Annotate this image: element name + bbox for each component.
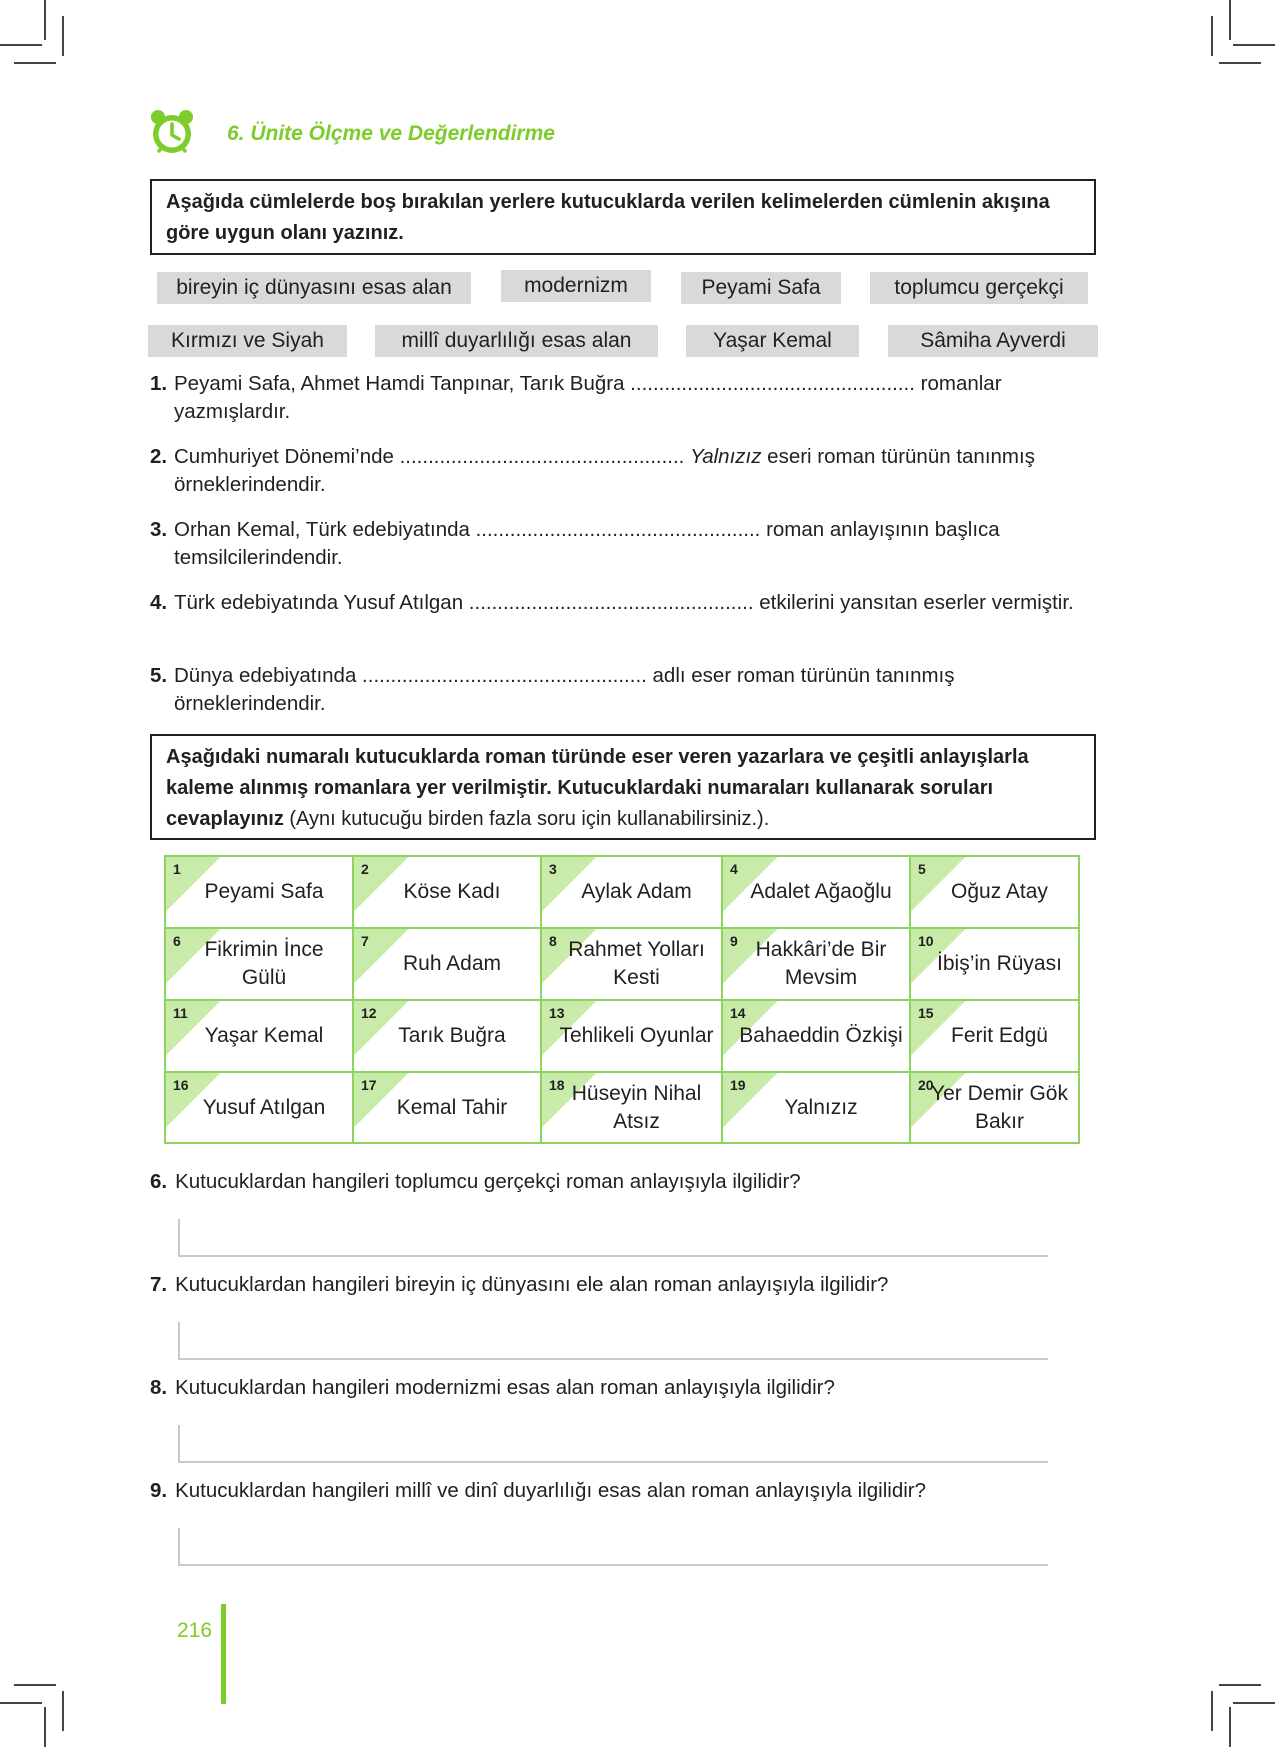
numbered-box <box>166 1073 354 1142</box>
box-text: Kemal Tahir <box>396 1095 508 1119</box>
crop-mark <box>14 1684 56 1686</box>
answer-line[interactable] <box>178 1219 1048 1257</box>
numbered-box <box>542 1001 723 1073</box>
numbered-box <box>166 929 354 1001</box>
word-chip: millî duyarlılığı esas alan <box>375 325 658 357</box>
crop-mark <box>1211 16 1213 56</box>
page-number: 216 <box>177 1619 213 1642</box>
crop-mark <box>1211 1691 1213 1731</box>
page-number-bar <box>221 1604 226 1704</box>
numbered-box <box>542 929 723 1001</box>
box-text: İbiş’in Rüyası <box>937 952 1062 975</box>
box-number: 6 <box>173 933 181 949</box>
box-number: 4 <box>730 861 738 877</box>
numbered-box <box>723 1073 911 1142</box>
box-number: 3 <box>549 861 557 877</box>
alarm-clock-icon <box>148 108 196 156</box>
numbered-box <box>166 1001 354 1073</box>
numbered-box <box>911 1073 1078 1142</box>
box-text: Adalet Ağaoğlu <box>750 880 892 903</box>
numbered-box <box>723 929 911 1001</box>
fill-question-5: 5. Dünya edebiyatında .................................................. adlı eser roman türünün tanınmış örneklerindendir. <box>150 664 955 715</box>
crop-mark <box>14 62 56 64</box>
word-chip: toplumcu gerçekçi <box>870 272 1088 304</box>
box-number: 9 <box>730 933 738 949</box>
book-title-italic: Yalnızız <box>690 445 762 468</box>
word-chip: Peyami Safa <box>681 272 841 304</box>
numbered-box-grid <box>164 855 1080 1144</box>
unit-title: 6. Ünite Ölçme ve Değerlendirme <box>227 122 555 145</box>
box-text: Hüseyin Nihal Atsız <box>571 1081 702 1133</box>
box-text: Köse Kadı <box>403 880 501 903</box>
crop-mark <box>1219 62 1261 64</box>
crop-mark <box>0 44 42 46</box>
fill-question-2: 2. Cumhuriyet Dönemi’nde .................................................. Yalnızız eseri roman türünün tanınmış örneklerindendir. <box>150 445 1035 496</box>
fill-question-3: 3. Orhan Kemal, Türk edebiyatında .................................................. roman anlayışının başlıca temsilcilerindendir. <box>150 518 1000 569</box>
crop-mark <box>1219 1684 1261 1686</box>
box-number: 10 <box>918 933 934 949</box>
numbered-box <box>354 929 542 1001</box>
box-number: 20 <box>918 1077 934 1093</box>
box-text: Yaşar Kemal <box>204 1024 324 1047</box>
numbered-box <box>542 857 723 929</box>
word-chip: Kırmızı ve Siyah <box>148 325 347 357</box>
crop-mark <box>0 1702 42 1704</box>
crop-mark <box>44 1707 46 1747</box>
numbered-box <box>911 1001 1078 1073</box>
word-chip: Sâmiha Ayverdi <box>888 325 1098 357</box>
box-text: Yer Demir Gök Bakır <box>931 1081 1068 1133</box>
crop-mark <box>62 1691 64 1731</box>
box-text: Peyami Safa <box>204 880 324 903</box>
box-number: 15 <box>918 1005 934 1021</box>
box-number: 1 <box>173 861 181 877</box>
box-number: 14 <box>730 1005 746 1021</box>
word-chip: Yaşar Kemal <box>686 325 859 357</box>
crop-mark <box>62 16 64 56</box>
instruction-box-2 <box>150 734 1096 840</box>
numbered-box <box>354 857 542 929</box>
box-number: 2 <box>361 861 369 877</box>
instruction-text: Aşağıda cümlelerde boş bırakılan yerlere kutucuklarda verilen kelimelerden cümlenin akışına göre uygun olanı yazınız. <box>166 191 1050 244</box>
instruction-bold-text: Aşağıdaki numaralı kutucuklarda roman türünde eser veren yazarlara ve çeşitli anlayışlarla kaleme alınmış romanlara yer verilmiştir. Kutucuklardaki numaraları kullanarak soruları cevaplayınız <box>166 746 1029 830</box>
box-text: Bahaeddin Özkişi <box>739 1024 903 1047</box>
box-number: 19 <box>730 1077 746 1093</box>
box-number: 16 <box>173 1077 189 1093</box>
box-text: Hakkâri’de Bir Mevsim <box>755 938 887 989</box>
box-text: Tarık Buğra <box>398 1024 506 1047</box>
numbered-box <box>911 857 1078 929</box>
box-text: Aylak Adam <box>581 880 692 903</box>
crop-mark <box>1233 1702 1275 1704</box>
box-text: Tehlikeli Oyunlar <box>559 1024 714 1047</box>
instruction-box-1 <box>150 179 1096 255</box>
answer-line[interactable] <box>178 1322 1048 1360</box>
box-text: Oğuz Atay <box>951 880 1048 903</box>
box-number: 8 <box>549 933 557 949</box>
fill-question-1: 1. Peyami Safa, Ahmet Hamdi Tanpınar, Tarık Buğra .................................................. romanlar yazmışlardır. <box>150 372 1002 423</box>
open-question-7: 7. Kutucuklardan hangileri bireyin iç dünyasını ele alan roman anlayışıyla ilgilidir? <box>150 1273 889 1296</box>
answer-line[interactable] <box>178 1528 1048 1566</box>
box-text: Fikrimin İnce Gülü <box>204 938 324 989</box>
numbered-box <box>354 1073 542 1142</box>
numbered-box <box>723 1001 911 1073</box>
crop-mark <box>1233 44 1275 46</box>
open-question-9: 9. Kutucuklardan hangileri millî ve dinî duyarlılığı esas alan roman anlayışıyla ilgilidir? <box>150 1479 927 1502</box>
crop-mark <box>44 0 46 40</box>
box-number: 7 <box>361 933 369 949</box>
fill-question-4: 4. Türk edebiyatında Yusuf Atılgan .................................................. etkilerini yansıtan eserler vermiştir. <box>150 591 1074 614</box>
answer-line[interactable] <box>178 1425 1048 1463</box>
box-number: 12 <box>361 1005 377 1021</box>
numbered-box <box>542 1073 723 1142</box>
numbered-box <box>723 857 911 929</box>
numbered-box <box>911 929 1078 1001</box>
instruction-note: (Aynı kutucuğu birden fazla soru için kullanabilirsiniz.). <box>283 808 770 830</box>
crop-mark <box>1229 0 1231 40</box>
box-text: Ruh Adam <box>402 952 502 975</box>
box-number: 18 <box>549 1077 565 1093</box>
box-number: 11 <box>173 1005 188 1021</box>
box-text: Ferit Edgü <box>951 1024 1048 1047</box>
word-chip: modernizm <box>501 270 651 302</box>
box-number: 17 <box>361 1077 377 1093</box>
open-question-6: 6. Kutucuklardan hangileri toplumcu gerçekçi roman anlayışıyla ilgilidir? <box>150 1170 801 1193</box>
numbered-box <box>166 857 354 929</box>
box-number: 13 <box>549 1005 565 1021</box>
open-question-8: 8. Kutucuklardan hangileri modernizmi esas alan roman anlayışıyla ilgilidir? <box>150 1376 835 1399</box>
numbered-box <box>354 1001 542 1073</box>
box-text: Yalnızız <box>784 1095 858 1119</box>
word-chip: bireyin iç dünyasını esas alan <box>157 272 471 304</box>
box-number: 5 <box>918 861 926 877</box>
crop-mark <box>1229 1707 1231 1747</box>
box-text: Yusuf Atılgan <box>202 1095 326 1119</box>
box-text: Rahmet Yolları Kesti <box>568 938 705 989</box>
